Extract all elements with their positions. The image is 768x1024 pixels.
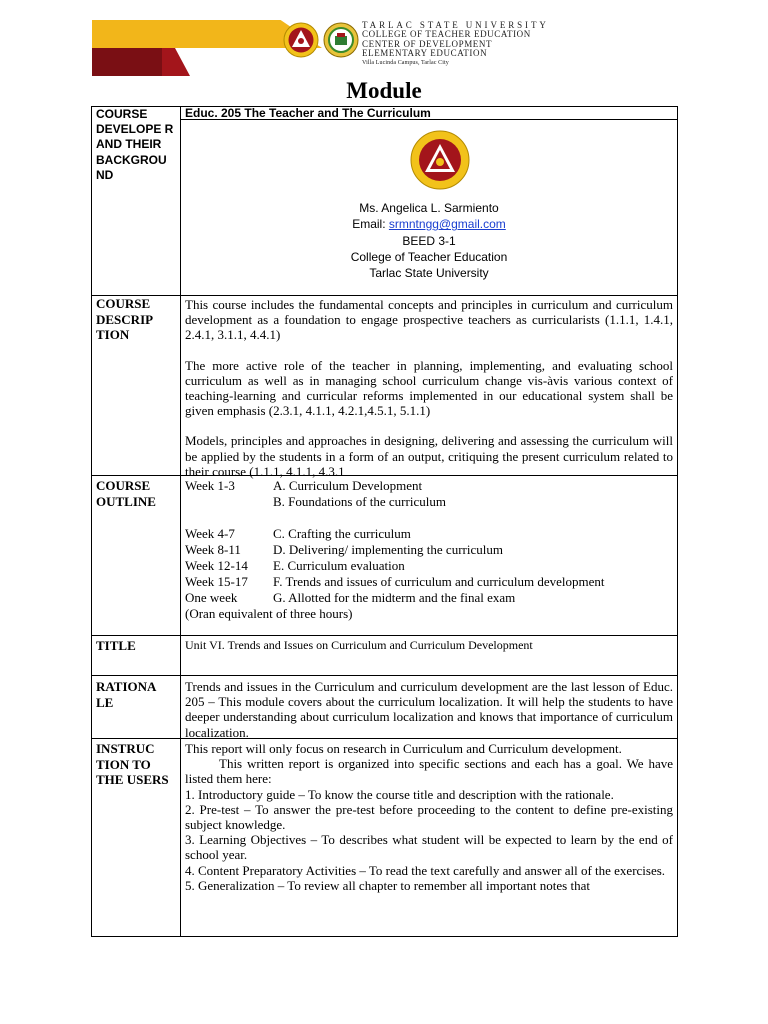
row-label: COURSE DEVELOPE R AND THEIR BACKGROU ND bbox=[92, 107, 181, 295]
instruction-item: 5. Generalization – To review all chapter to remember all important notes that bbox=[185, 877, 590, 893]
table-row-title bbox=[91, 635, 678, 676]
outline-line: One week G. Allotted for the midterm and the final exam bbox=[185, 590, 516, 605]
outline-line bbox=[185, 510, 673, 526]
developer-email-line bbox=[181, 216, 677, 232]
outline-line: Week 15-17 F. Trends and issues of curriculum and curriculum development bbox=[185, 574, 605, 589]
outline-line: Week 12-14 E. Curriculum evaluation bbox=[185, 558, 405, 573]
row-label: INSTRUC TION TO THE USERS bbox=[92, 739, 181, 936]
outline-content bbox=[185, 478, 673, 622]
description-paragraph: Models, principles and approaches in designing, delivering and assessing the curriculum will be applied by the students in a form of an output, critiquing the present curriculum related to their course (1.1.1, 4.1.1, 4.3.1 bbox=[185, 433, 673, 479]
email-link[interactable]: srmntngg@gmail.com bbox=[388, 217, 506, 232]
developer-name: Ms. Angelica L. Sarmiento bbox=[359, 201, 499, 215]
college-name: COLLEGE OF TEACHER EDUCATION bbox=[362, 29, 531, 40]
table-row-instruction bbox=[91, 738, 678, 937]
row-label: COURSE DESCRIP TION bbox=[92, 296, 181, 475]
table-row-description bbox=[91, 295, 678, 479]
instruction-intro: This report will only focus on research in Curriculum and Curriculum development. bbox=[185, 741, 622, 756]
outline-line: Week 1-3 A. Curriculum Development bbox=[185, 478, 423, 493]
university-name-block bbox=[362, 21, 549, 68]
center-name: CENTER OF DEVELOPMENT bbox=[362, 38, 493, 49]
header-darkred-band bbox=[92, 48, 162, 76]
instruction-content bbox=[185, 741, 673, 893]
email-label: Email: bbox=[352, 217, 389, 232]
course-title: Educ. 205 The Teacher and The Curriculum bbox=[185, 106, 431, 120]
row-label: COURSE OUTLINE bbox=[92, 476, 181, 635]
college-seal-logo bbox=[323, 22, 359, 58]
instruction-item: 4. Content Preparatory Activities – To read the text carefully and answer all of the exercises. bbox=[185, 862, 666, 878]
developer-college: College of Teacher Education bbox=[350, 249, 508, 264]
instruction-item: 3. Learning Objectives – To describes what student will be expected to learn by the end of school year. bbox=[185, 832, 673, 863]
description-content bbox=[185, 297, 673, 479]
tsu-seal-logo bbox=[283, 22, 319, 58]
rationale-text: Trends and issues in the Curriculum and curriculum development are the last lesson of Educ. 205 – This module covers about the curriculum localization. It will help the students to have deeper understanding about curriculum localization and knows that importance of curriculum localization. bbox=[185, 679, 673, 740]
instruction-item: 2. Pre-test – To answer the pre-test before proceeding to the content to define pre-existing subject knowledge. bbox=[185, 801, 673, 833]
page-title: Module bbox=[346, 78, 422, 103]
unit-title: Unit VI. Trends and Issues on Curriculum and Curriculum Development bbox=[185, 638, 533, 652]
table-row-rationale bbox=[91, 675, 678, 739]
developer-university: Tarlac State University bbox=[369, 266, 489, 281]
row-label: RATIONA LE bbox=[92, 676, 181, 738]
outline-line: B. Foundations of the curriculum bbox=[273, 494, 446, 509]
outline-line: Week 8-11 D. Delivering/ implementing the curriculum bbox=[185, 542, 503, 557]
instruction-item: 1. Introductory guide – To know the course title and description with the rationale. bbox=[185, 786, 614, 802]
description-paragraph: The more active role of the teacher in planning, implementing, and evaluating school curriculum as well as in managing school curriculum change vis-àvis various context of teaching-learning and curricular reforms implemented in our educational system shall be given emphasis (2.3.1, 4.1.1, 4.2.1,4.5.1, 5.1.1) bbox=[185, 357, 673, 419]
department-name: ELEMENTARY EDUCATION bbox=[362, 48, 488, 59]
tsu-seal-icon bbox=[410, 130, 470, 190]
description-paragraph: This course includes the fundamental concepts and principles in curriculum and curriculum development as a foundation to engage prospective teachers as curricularists (1.1.1, 1.4.1, 2.4.1, 3.1.1, 4.4.1) bbox=[185, 297, 673, 343]
outline-line: Week 4-7 C. Crafting the curriculum bbox=[185, 526, 411, 541]
table-row-developer bbox=[91, 106, 678, 296]
university-name: TARLAC STATE UNIVERSITY bbox=[362, 20, 549, 30]
row-label: TITLE bbox=[92, 636, 181, 675]
table-row-outline bbox=[91, 475, 678, 636]
campus-address: Villa Lucinda Campus, Tarlac City bbox=[362, 59, 449, 66]
instruction-organized: This written report is organized into specific sections and each has a goal. We have listed them here: bbox=[185, 756, 673, 787]
developer-details bbox=[181, 200, 677, 281]
developer-section: BEED 3-1 bbox=[402, 233, 456, 248]
outline-note: (Oran equivalent of three hours) bbox=[185, 606, 353, 621]
developer-info-block bbox=[181, 119, 677, 281]
